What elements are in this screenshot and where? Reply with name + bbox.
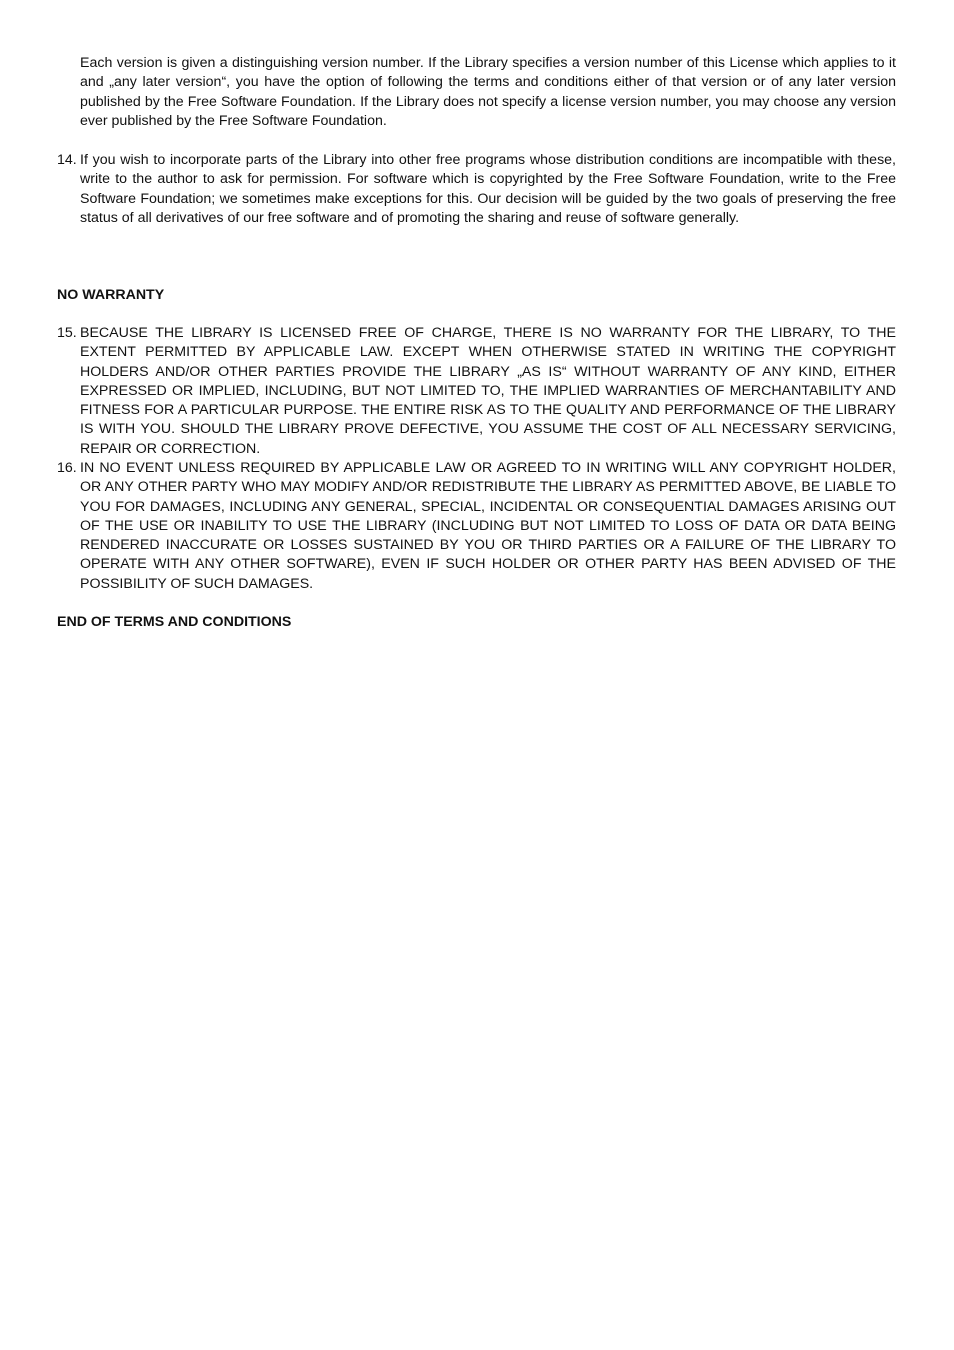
list-item-16 (57, 459, 896, 594)
list-item-14 (57, 151, 896, 228)
item-number: 15. (57, 325, 77, 341)
no-warranty-heading: NO WARRANTY (57, 287, 165, 303)
item-text: IN NO EVENT UNLESS REQUIRED BY APPLICABLE LAW OR AGREED TO IN WRITING WILL ANY COPYRIGHT HOLDER, OR ANY OTHER PARTY WHO MAY MODIFY AND/OR REDISTRIBUTE THE LIBRARY AS PERMITTED ABOVE, BE LIABLE TO YOU FOR DAMAGES, INCLUDING ANY GENERAL, SPECIAL, INCIDENTAL OR CONSEQUENTIAL DAMAGES ARISING OUT OF THE USE OR INABILITY TO USE THE LIBRARY (INCLUDING BUT NOT LIMITED TO LOSS OF DATA OR DATA BEING RENDERED INACCURATE OR LOSSES SUSTAINED BY YOU OR THIRD PARTIES OR A FAILURE OF THE LIBRARY TO OPERATE WITH ANY OTHER SOFTWARE), EVEN IF SUCH HOLDER OR OTHER PARTY HAS BEEN ADVISED OF THE POSSIBILITY OF SUCH DAMAGES. (80, 460, 896, 592)
item-number: 16. (57, 460, 77, 476)
end-of-terms-heading: END OF TERMS AND CONDITIONS (57, 614, 292, 630)
intro-paragraph: Each version is given a distinguishing version number. If the Library specifies a version number of this License which applies to it and „any later version“, you have the option of following the terms and conditions either of that version or of any later version published by the Free Software Foundation. If the Library does not specify a license version number, you may choose any version ever published by the Free Software Foundation. (80, 55, 896, 129)
item-number: 14. (57, 152, 77, 168)
list-item-15 (57, 324, 896, 459)
item-text: BECAUSE THE LIBRARY IS LICENSED FREE OF CHARGE, THERE IS NO WARRANTY FOR THE LIBRARY, TO THE EXTENT PERMITTED BY APPLICABLE LAW. EXCEPT WHEN OTHERWISE STATED IN WRITING THE COPYRIGHT HOLDERS AND/OR OTHER PARTIES PROVIDE THE LIBRARY „AS IS“ WITHOUT WARRANTY OF ANY KIND, EITHER EXPRESSED OR IMPLIED, INCLUDING, BUT NOT LIMITED TO, THE IMPLIED WARRANTIES OF MERCHANTABILITY AND FITNESS FOR A PARTICULAR PURPOSE. THE ENTIRE RISK AS TO THE QUALITY AND PERFORMANCE OF THE LIBRARY IS WITH YOU. SHOULD THE LIBRARY PROVE DEFECTIVE, YOU ASSUME THE COST OF ALL NECESSARY SERVICING, REPAIR OR CORRECTION. (80, 325, 896, 457)
item-text: If you wish to incorporate parts of the Library into other free programs whose distribution conditions are incompatible with these, write to the author to ask for permission. For software which is copyrighted by the Free Software Foundation, write to the Free Software Foundation; we sometimes make exceptions for this. Our decision will be guided by the two goals of preserving the free status of all derivatives of our free software and of promoting the sharing and reuse of software generally. (80, 152, 896, 226)
